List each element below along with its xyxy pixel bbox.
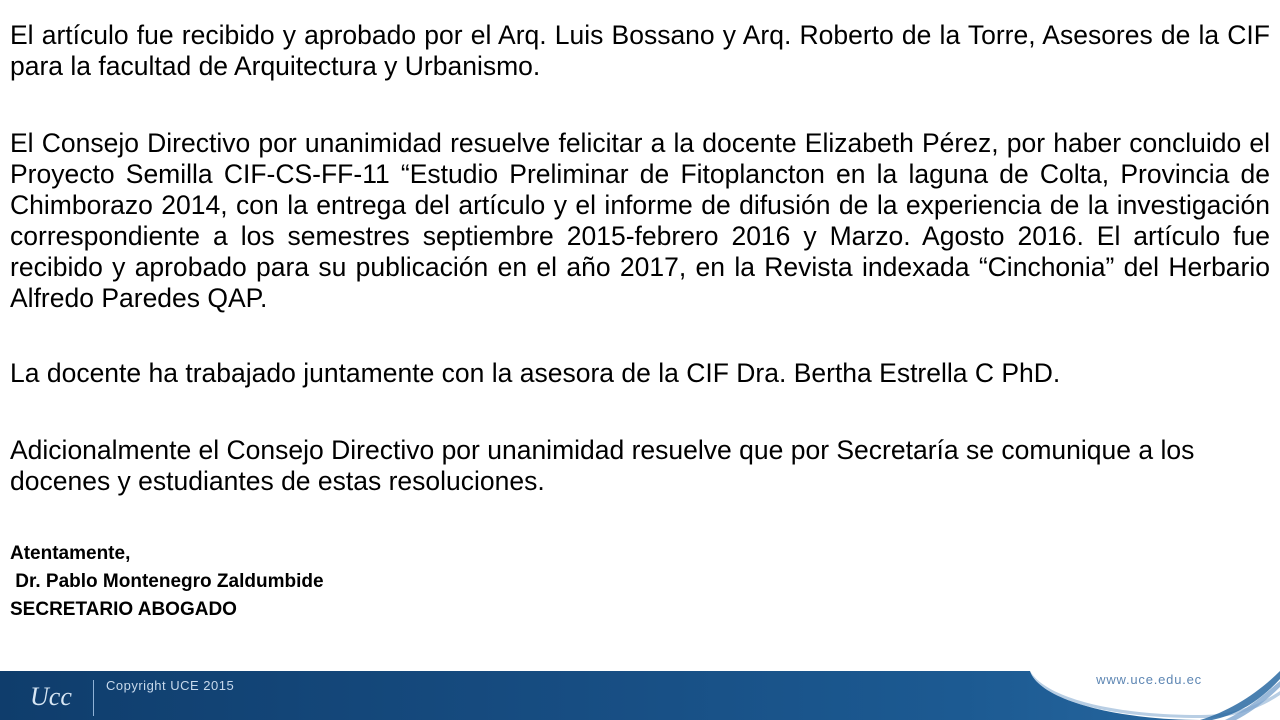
signature-block — [10, 540, 324, 624]
paragraph-communication: Adicionalmente el Consejo Directivo por unanimidad resuelve que por Secretaría se comunique a los docenes y estudiantes de estas resoluciones. — [10, 435, 1195, 496]
signature-title: SECRETARIO ABOGADO — [10, 599, 237, 620]
logo-lettering: Ucc — [30, 682, 72, 711]
signature-name: Dr. Pablo Montenegro Zaldumbide — [10, 571, 324, 592]
footer-bar — [0, 671, 1280, 720]
footer-divider — [93, 680, 94, 716]
paragraph-resolution: El Consejo Directivo por unanimidad resuelve felicitar a la docente Elizabeth Pérez, por haber concluido el Proyecto Semilla CIF-CS-FF-11 “Estudio Preliminar de Fitoplancton en la laguna de Colta, Provincia de Chimborazo 2014, con la entrega del artículo y el informe de difusión de la experiencia de la investigación correspondiente a los semestres septiembre 2015-febrero 2016 y Marzo. Agosto 2016. El artículo fue recibido y aprobado para su publicación en el año 2017, en la Revista indexada “Cinchonia” del Herbario Alfredo Paredes QAP. — [10, 128, 1270, 313]
paragraph-approval: El artículo fue recibido y aprobado por el Arq. Luis Bossano y Arq. Roberto de la Torre, Asesores de la CIF para la facultad de Arquitectura y Urbanismo. — [10, 20, 1270, 81]
uce-logo-icon — [28, 677, 82, 713]
paragraph-advisor: La docente ha trabajado juntamente con la asesora de la CIF Dra. Bertha Estrella C PhD. — [10, 358, 1061, 388]
footer-copyright: Copyright UCE 2015 — [106, 678, 235, 693]
footer-url-link[interactable]: www.uce.edu.ec — [1096, 672, 1202, 687]
signature-closing: Atentamente, — [10, 543, 131, 564]
